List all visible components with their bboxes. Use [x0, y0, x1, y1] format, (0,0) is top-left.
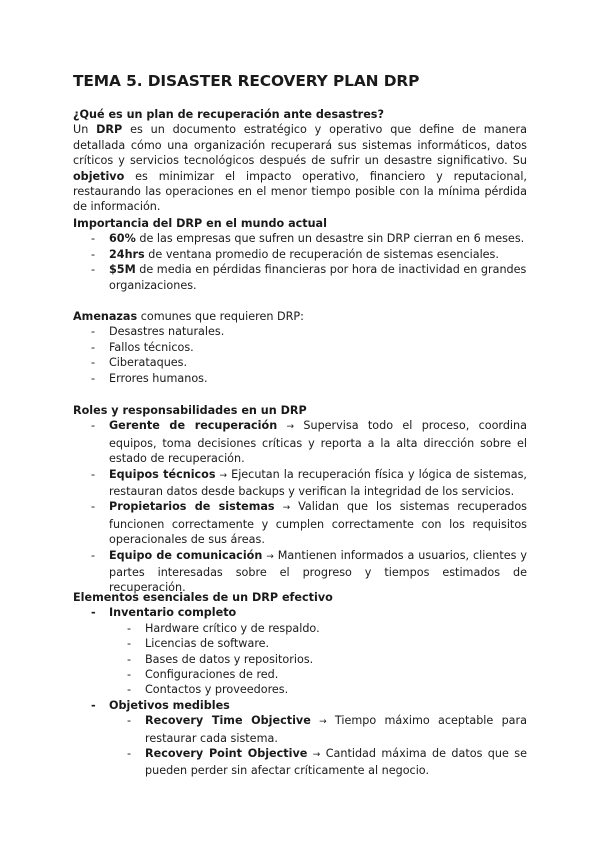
- bullet-dash: -: [91, 698, 96, 712]
- intro-text-2: es un documento estratégico y operativo que define de manera detallada cómo una organización recuperará sus sistemas informáticos, datos críticos y servicios tecnológicos después de sufrir un desastre significativo. Su: [73, 123, 527, 168]
- arrow-right-icon: →: [312, 750, 321, 761]
- amenazas-heading-bold: Amenazas: [73, 310, 138, 323]
- role-description: Supervisa todo el proceso, coordina equipos, toma decisiones críticas y reporta a la alta dirección sobre el estado de recuperación.: [109, 419, 527, 466]
- amenazas-heading: [73, 309, 527, 324]
- amenazas-heading-rest: comunes que requieren DRP:: [137, 310, 304, 323]
- list-item: [73, 324, 527, 339]
- list-item: [73, 231, 527, 246]
- amenazas-list: [73, 324, 527, 386]
- arrow-right-icon: →: [286, 422, 295, 433]
- amenazas-section: [73, 309, 527, 386]
- inventario-text: Contactos y proveedores.: [145, 683, 289, 697]
- inventario-text: Licencias de software.: [145, 637, 270, 651]
- inventario-text: Hardware crítico y de respaldo.: [145, 621, 320, 635]
- elementos-section: [73, 590, 527, 779]
- objective-description: Tiempo máximo aceptable para restaurar cada sistema.: [145, 714, 527, 745]
- bullet-dash: -: [91, 467, 96, 481]
- roles-heading: Roles y responsabilidades en un DRP: [73, 404, 307, 417]
- arrow-right-icon: →: [219, 470, 228, 481]
- list-item: [73, 371, 527, 386]
- arrow-right-icon: →: [319, 717, 327, 728]
- bullet-dash: -: [127, 747, 132, 761]
- bullet-dash: -: [127, 637, 132, 651]
- elementos-heading: Elementos esenciales de un DRP efectivo: [73, 591, 333, 604]
- page-title: TEMA 5. DISASTER RECOVERY PLAN DRP: [73, 72, 420, 90]
- list-item: [73, 682, 527, 697]
- list-item: [73, 605, 527, 620]
- roles-list: [73, 418, 527, 595]
- arrow-right-icon: →: [282, 503, 291, 514]
- bullet-dash: -: [127, 652, 132, 666]
- role-name: Gerente de recuperación: [109, 419, 278, 433]
- list-item: [73, 713, 527, 746]
- importancia-section: [73, 216, 527, 293]
- bullet-dash: -: [91, 606, 96, 620]
- role-name: Propietarios de sistemas: [109, 500, 275, 514]
- objective-description: Cantidad máxima de datos que se pueden perder sin afectar críticamente al negocio.: [145, 747, 527, 778]
- list-item: [73, 746, 527, 779]
- amenaza-text: Desastres naturales.: [109, 325, 225, 339]
- bullet-dash: -: [91, 419, 96, 433]
- stat-text: de las empresas que sufren un desastre sin DRP cierran en 6 meses.: [135, 232, 525, 246]
- list-item: [73, 418, 527, 466]
- stat-value: $5M: [109, 263, 136, 277]
- stat-text: de ventana promedio de recuperación de sistemas esenciales.: [144, 247, 499, 261]
- objective-name: Recovery Point Objective: [145, 747, 308, 761]
- intro-heading: ¿Qué es un plan de recuperación ante desastres?: [73, 108, 384, 121]
- roles-section: [73, 403, 527, 596]
- intro-paragraph: [73, 122, 527, 214]
- list-item: [73, 355, 527, 370]
- list-item: [73, 262, 527, 293]
- intro-section: [73, 107, 527, 215]
- importancia-heading: Importancia del DRP en el mundo actual: [73, 217, 327, 230]
- bullet-dash: -: [91, 356, 96, 370]
- intro-drp-term: DRP: [96, 123, 123, 137]
- bullet-dash: -: [91, 548, 96, 562]
- bullet-dash: -: [91, 340, 96, 354]
- list-item: [73, 621, 527, 636]
- arrow-right-icon: →: [266, 551, 274, 562]
- stat-value: 60%: [109, 232, 136, 246]
- inventario-label: Inventario completo: [109, 606, 237, 620]
- bullet-dash: -: [91, 325, 96, 339]
- list-item: [73, 667, 527, 682]
- list-item: [73, 548, 527, 596]
- list-item: [73, 247, 527, 262]
- bullet-dash: -: [127, 621, 132, 635]
- role-description: Mantienen informados a usuarios, clientes y partes interesadas sobre el progreso y tiempos estimados de recuperación.: [109, 548, 528, 595]
- bullet-dash: -: [91, 232, 96, 246]
- bullet-dash: -: [127, 668, 132, 682]
- list-item: [73, 499, 527, 547]
- inventario-text: Bases de datos y repositorios.: [145, 652, 314, 666]
- amenaza-text: Ciberataques.: [109, 356, 188, 370]
- objetivos-label: Objetivos medibles: [109, 698, 230, 712]
- objective-name: Recovery Time Objective: [145, 714, 311, 728]
- intro-text-1: Un: [73, 123, 97, 137]
- role-description: Validan que los sistemas recuperados funcionen correctamente y cumplen correctamente con los requisitos operacionales de sus áreas.: [109, 500, 527, 547]
- bullet-dash: -: [127, 683, 132, 697]
- list-item: [73, 698, 527, 713]
- bullet-dash: -: [91, 500, 96, 514]
- list-item: [73, 636, 527, 651]
- stat-text: de media en pérdidas financieras por hora de inactividad en grandes organizaciones.: [109, 263, 527, 292]
- list-item: [73, 652, 527, 667]
- bullet-dash: -: [91, 371, 96, 385]
- amenaza-text: Errores humanos.: [109, 371, 208, 385]
- stat-value: 24hrs: [109, 247, 145, 261]
- intro-text-3: es minimizar el impacto operativo, financiero y reputacional, restaurando las operaciones en el menor tiempo posible con la mínima pérdida de información.: [73, 169, 527, 214]
- role-description: Ejecutan la recuperación física y lógica de sistemas, restauran datos desde backups y verifican la integridad de los servicios.: [109, 467, 527, 499]
- list-item: [73, 467, 527, 500]
- elementos-list: [73, 605, 527, 778]
- bullet-dash: -: [91, 263, 96, 277]
- bullet-dash: -: [91, 247, 96, 261]
- amenaza-text: Fallos técnicos.: [109, 340, 194, 354]
- inventario-text: Configuraciones de red.: [145, 668, 279, 682]
- role-name: Equipo de comunicación: [109, 548, 263, 562]
- intro-objetivo-term: objetivo: [73, 169, 125, 183]
- importancia-list: [73, 231, 527, 293]
- bullet-dash: -: [127, 714, 132, 728]
- list-item: [73, 340, 527, 355]
- role-name: Equipos técnicos: [109, 467, 216, 481]
